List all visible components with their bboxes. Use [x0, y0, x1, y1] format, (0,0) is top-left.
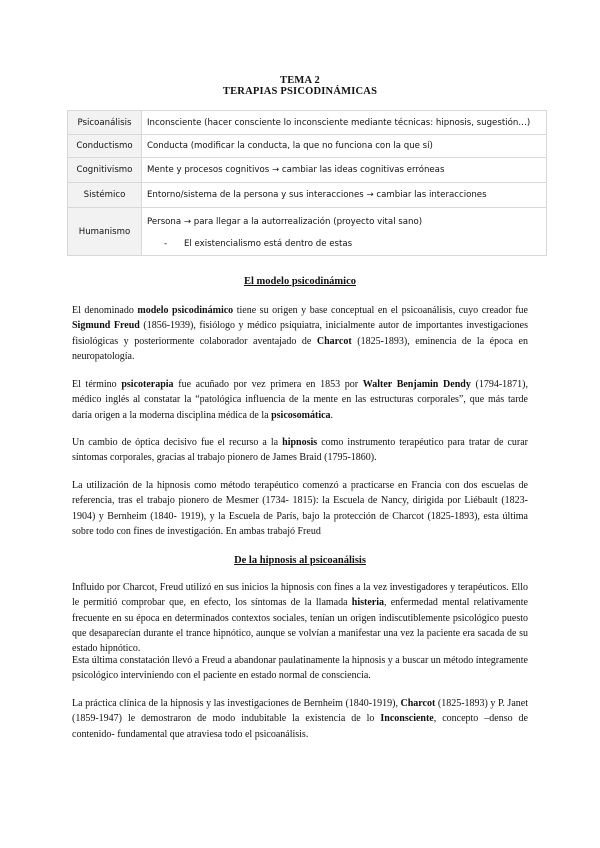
table-row	[68, 135, 547, 158]
table-row	[68, 158, 547, 183]
therapy-name: Sistémico	[68, 183, 142, 208]
therapy-description: Mente y procesos cognitivos → cambiar las ideas cognitivas erróneas	[142, 158, 547, 183]
paragraph: Influido por Charcot, Freud utilizó en sus inicios la hipnosis con fines a la vez investigadores y terapéuticos. Ello le permitió comprobar que, en efecto, los síntomas de la llamada histeria, enfermedad mental relativamente frecuente en su época en determinados contextos sociales, tenían un origen indiscutiblemente psicológico puesto que desaparecían durante el trance hipnótico, aunque se volvían a manifestar una vez la paciente era sacada de su estado hipnótico.	[72, 582, 528, 655]
section-heading-hypnosis-to-psychoanalysis: De la hipnosis al psicoanálisis	[234, 555, 366, 566]
therapy-description: Inconsciente (hacer consciente lo inconsciente mediante técnicas: hipnosis, sugestión…)	[142, 111, 547, 135]
table-row	[68, 208, 547, 256]
paragraph: Un cambio de óptica decisivo fue el recurso a la hipnosis como instrumento terapéutico para tratar de curar síntomas corporales, gracias al trabajo pionero de James Braid (1795-1860).	[72, 437, 529, 464]
therapy-description-cell	[142, 208, 547, 256]
paragraph: El término psicoterapia fue acuñado por vez primera en 1853 por Walter Benjamin Dendy (1794-1871), médico inglés al constatar la “patológica influencia de la mente en las estructuras corporales”, que más tarde daría origen a la moderna disciplina médica de la psicosomática.	[72, 379, 528, 421]
therapy-description: Conducta (modificar la conducta, la que no funciona con la que sí)	[142, 135, 547, 158]
therapies-table	[67, 110, 547, 256]
therapy-name: Cognitivismo	[68, 158, 142, 183]
bullet-dash: -	[164, 238, 168, 249]
therapy-name: Psicoanálisis	[68, 111, 142, 135]
doc-topic-number: TEMA 2	[280, 75, 320, 86]
table-row	[68, 183, 547, 208]
paragraph: El denominado modelo psicodinámico tiene su origen y base conceptual en el psicoanálisis, cuyo creador fue Sigmund Freud (1856-1939), fisiólogo y médico psiquiatra, inicialmente autor de importantes investigaciones fisiológicas y posteriormente colaborador aventajado de Charcot (1825-1893), eminencia de la época en neuropatología.	[72, 305, 528, 362]
paragraph: La práctica clínica de la hipnosis y las investigaciones de Bernheim (1840-1919), Charcot (1825-1893) y P. Janet (1859-1947) le demostraron de modo indubitable la existencia de lo Inconsciente, concepto –denso de contenido- fundamental que atraviesa todo el psicoanálisis.	[72, 698, 528, 740]
paragraph: Esta última constatación llevó a Freud a abandonar paulatinamente la hipnosis y a buscar un método íntegramente psicológico interviniendo con el paciente en estado normal de consciencia.	[72, 655, 528, 682]
therapy-name: Humanismo	[68, 208, 142, 256]
table-row	[68, 111, 547, 135]
therapy-name: Conductismo	[68, 135, 142, 158]
section-heading-psychodynamic-model: El modelo psicodinámico	[243, 276, 356, 287]
doc-title: TERAPIAS PSICODINÁMICAS	[222, 86, 378, 97]
paragraph: La utilización de la hipnosis como método terapéutico comenzó a practicarse en Francia con dos escuelas de referencia, tras el trabajo pionero de Mesmer (1734- 1815): la Escuela de Nancy, dirigida por Liébault (1823- 1904) y Bernheim (1840- 1919), y la Escuela de París, bajo la protección de Charcot (1825-1893), esta última sobre todo con fines de investigación. En ambas trabajó Freud	[72, 480, 528, 537]
therapy-description: Persona → para llegar a la autorrealización (proyecto vital sano)	[147, 216, 423, 227]
bullet-item	[147, 239, 546, 249]
bullet-text: El existencialismo está dentro de estas	[184, 238, 353, 249]
therapy-description: Entorno/sistema de la persona y sus interacciones → cambiar las interacciones	[142, 183, 547, 208]
